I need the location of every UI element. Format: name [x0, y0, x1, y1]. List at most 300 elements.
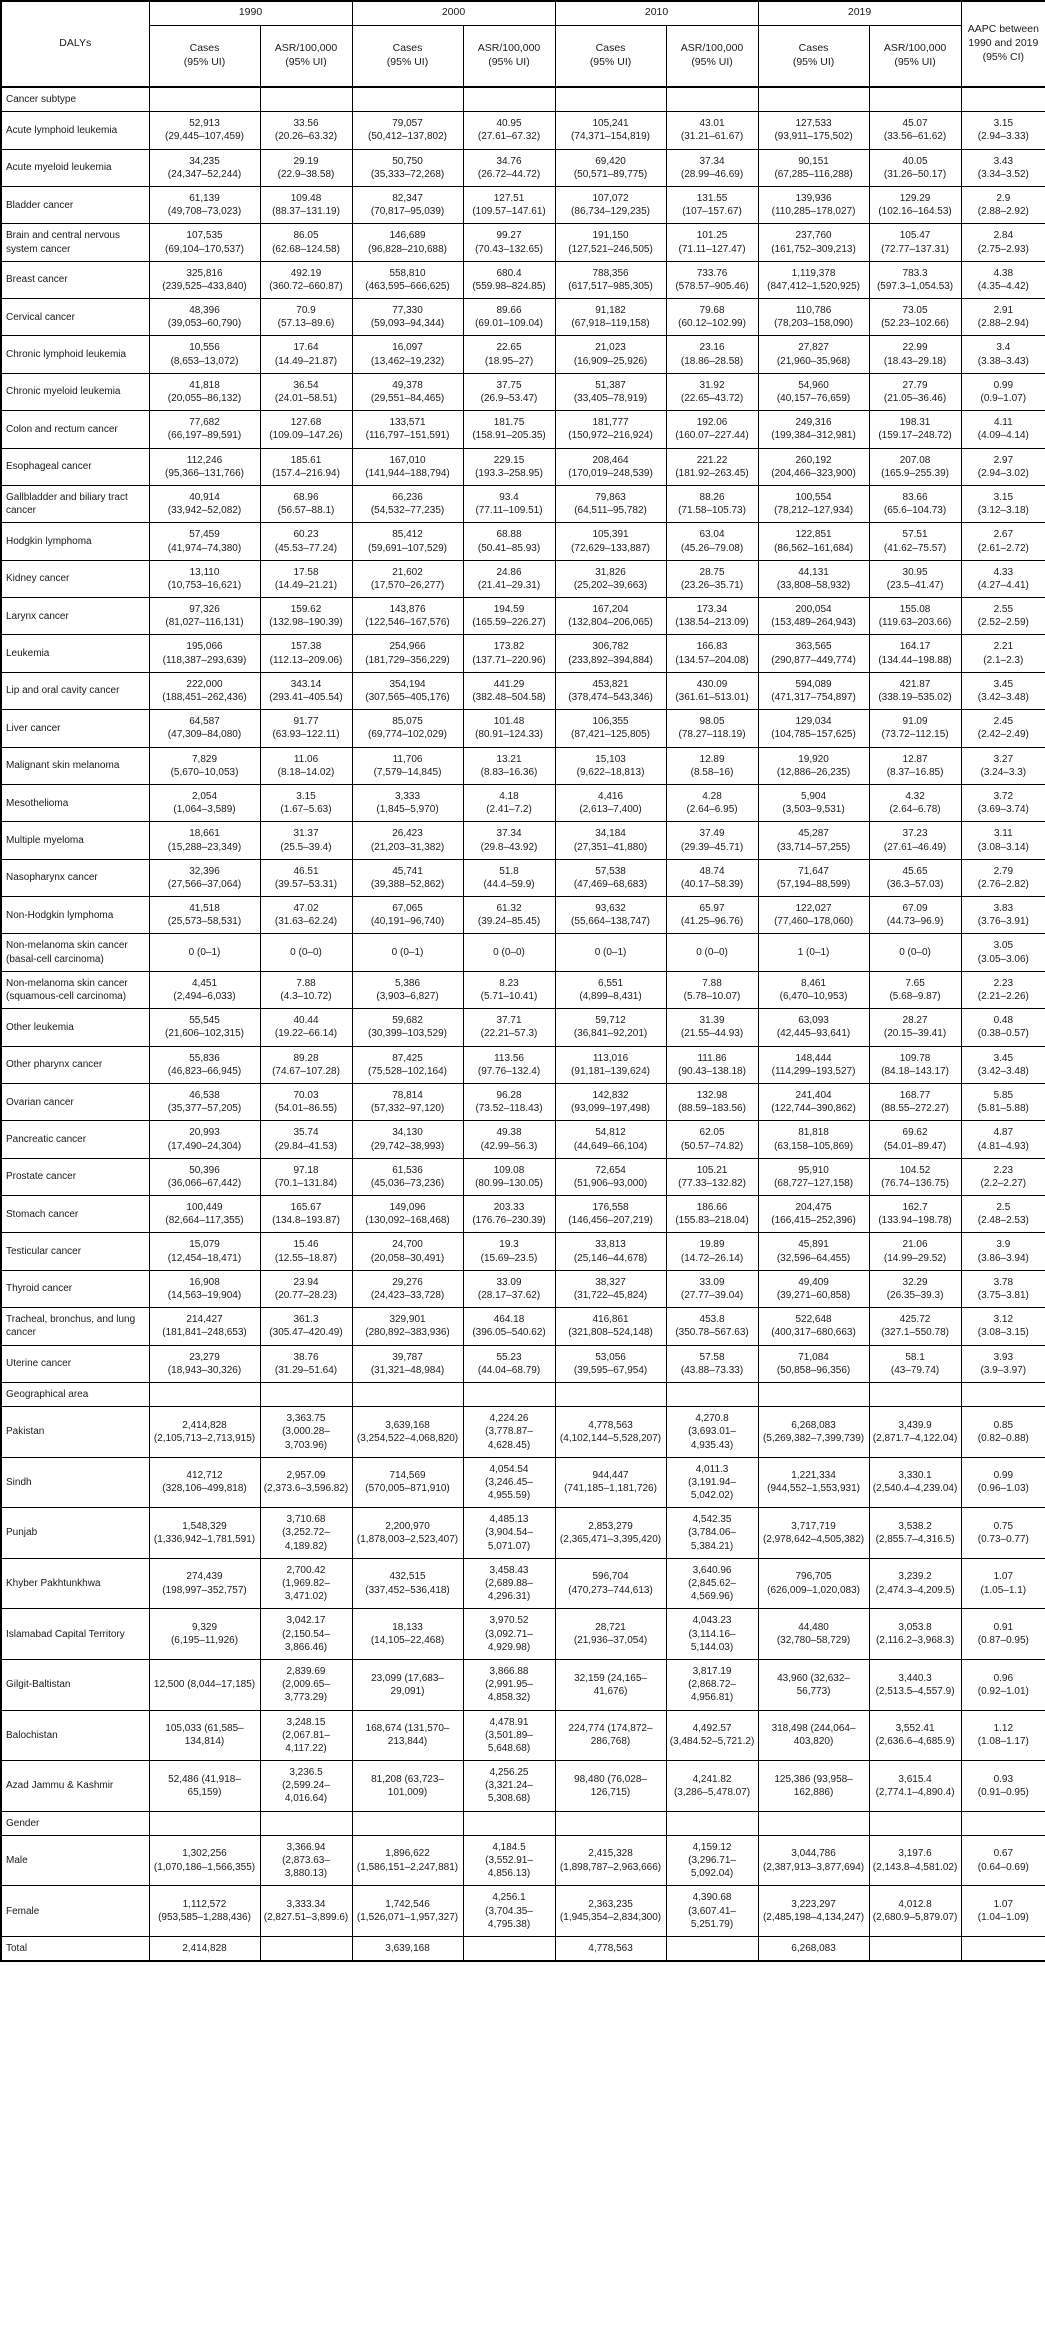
data-cell: 129,034 (104,785–157,625): [758, 710, 869, 747]
empty-cell: [869, 1382, 961, 1406]
data-cell: 52,913 (29,445–107,459): [149, 112, 260, 149]
table-row: [1, 448, 1045, 485]
table-row: [1, 1407, 1045, 1458]
data-cell: 2.55 (2.52–2.59): [961, 598, 1045, 635]
data-cell: 100,554 (78,212–127,934): [758, 485, 869, 522]
data-cell: 3,458.43 (2,689.88–4,296.31): [463, 1558, 555, 1609]
data-cell: 0 (0–0): [260, 934, 352, 971]
data-cell: 3,639,168: [352, 1936, 463, 1961]
data-cell: 52,486 (41,918–65,159): [149, 1761, 260, 1812]
data-cell: 105,033 (61,585–134,814): [149, 1710, 260, 1761]
data-cell: 11,706 (7,579–14,845): [352, 747, 463, 784]
empty-cell: [463, 1811, 555, 1835]
data-cell: 73.05 (52.23–102.66): [869, 299, 961, 336]
data-cell: 30.95 (23.5–41.47): [869, 560, 961, 597]
data-cell: [961, 1936, 1045, 1961]
data-cell: 61,536 (45,036–73,236): [352, 1158, 463, 1195]
table-row: [1, 186, 1045, 223]
data-cell: 122,027 (77,460–178,060): [758, 897, 869, 934]
table-row: [1, 411, 1045, 448]
data-cell: 4.87 (4.81–4.93): [961, 1121, 1045, 1158]
data-cell: 131.55 (107–157.67): [666, 186, 758, 223]
data-cell: 27,827 (21,960–35,968): [758, 336, 869, 373]
data-cell: 37.23 (27.61–46.49): [869, 822, 961, 859]
data-cell: 139,936 (110,285–178,027): [758, 186, 869, 223]
data-cell: 3.15 (2.94–3.33): [961, 112, 1045, 149]
data-cell: 3,440.3 (2,513.5–4,557.9): [869, 1659, 961, 1710]
table-row: [1, 971, 1045, 1008]
data-cell: 1.07 (1.04–1.09): [961, 1886, 1045, 1937]
data-cell: 19.89 (14.72–26.14): [666, 1233, 758, 1270]
data-cell: 783.3 (597.3–1,054.53): [869, 261, 961, 298]
data-cell: 1,302,256 (1,070,186–1,566,355): [149, 1835, 260, 1886]
data-cell: 91,182 (67,918–119,158): [555, 299, 666, 336]
data-cell: 3.15 (1.67–5.63): [260, 784, 352, 821]
data-cell: 0 (0–0): [869, 934, 961, 971]
empty-cell: [961, 1811, 1045, 1835]
data-cell: 241,404 (122,744–390,862): [758, 1083, 869, 1120]
empty-cell: [961, 1382, 1045, 1406]
data-cell: 2.45 (2.42–2.49): [961, 710, 1045, 747]
empty-cell: [149, 1811, 260, 1835]
data-cell: 363,565 (290,877–449,774): [758, 635, 869, 672]
data-cell: 89.66 (69.01–109.04): [463, 299, 555, 336]
data-cell: 2.97 (2.94–3.02): [961, 448, 1045, 485]
data-cell: 24,700 (20,058–30,491): [352, 1233, 463, 1270]
row-label: Brain and central nervous system cancer: [1, 224, 149, 261]
data-cell: 222,000 (188,451–262,436): [149, 672, 260, 709]
table-row: [1, 224, 1045, 261]
data-cell: 43.01 (31.21–61.67): [666, 112, 758, 149]
data-cell: 162.7 (133.94–198.78): [869, 1196, 961, 1233]
data-cell: 200,054 (153,489–264,943): [758, 598, 869, 635]
table-row: [1, 1009, 1045, 1046]
data-cell: 82,347 (70,817–95,039): [352, 186, 463, 223]
data-cell: 40,914 (33,942–52,082): [149, 485, 260, 522]
row-label: Liver cancer: [1, 710, 149, 747]
data-cell: 325,816 (239,525–433,840): [149, 261, 260, 298]
data-cell: 168,674 (131,570–213,844): [352, 1710, 463, 1761]
asr-header-1990: ASR/100,000 (95% UI): [260, 25, 352, 87]
data-cell: 214,427 (181,841–248,653): [149, 1308, 260, 1345]
empty-cell: [758, 87, 869, 112]
data-cell: 3,236.5 (2,599.24–4,016.64): [260, 1761, 352, 1812]
data-cell: 34.76 (26.72–44.72): [463, 149, 555, 186]
row-label: Total: [1, 1936, 149, 1961]
data-cell: 33.09 (27.77–39.04): [666, 1270, 758, 1307]
data-cell: 4,478.91 (3,501.89–5,648.68): [463, 1710, 555, 1761]
data-cell: 1.07 (1.05–1.1): [961, 1558, 1045, 1609]
data-cell: 4,224.26 (3,778.87–4,628.45): [463, 1407, 555, 1458]
data-cell: 185.61 (157.4–216.94): [260, 448, 352, 485]
data-cell: 453.8 (350.78–567.63): [666, 1308, 758, 1345]
data-cell: 72,654 (51,906–93,000): [555, 1158, 666, 1195]
data-cell: 142,832 (93,099–197,498): [555, 1083, 666, 1120]
data-cell: 57,459 (41,974–74,380): [149, 523, 260, 560]
table-row: [1, 1046, 1045, 1083]
data-cell: 3.78 (3.75–3.81): [961, 1270, 1045, 1307]
data-cell: 113,016 (91,181–139,624): [555, 1046, 666, 1083]
data-cell: 224,774 (174,872–286,768): [555, 1710, 666, 1761]
data-cell: 77,682 (66,197–89,591): [149, 411, 260, 448]
data-cell: 3.83 (3.76–3.91): [961, 897, 1045, 934]
empty-cell: [352, 87, 463, 112]
data-cell: 0 (0–0): [463, 934, 555, 971]
data-cell: 44,480 (32,780–58,729): [758, 1609, 869, 1660]
data-cell: 107,535 (69,104–170,537): [149, 224, 260, 261]
empty-cell: [666, 87, 758, 112]
table-row: [1, 336, 1045, 373]
data-cell: 4,241.82 (3,286–5,478.07): [666, 1761, 758, 1812]
data-cell: 55,545 (21,606–102,315): [149, 1009, 260, 1046]
data-cell: 127.68 (109.09–147.26): [260, 411, 352, 448]
aapc-header: AAPC between 1990 and 2019 (95% CI): [961, 1, 1045, 87]
data-cell: 17.58 (14.49–21.21): [260, 560, 352, 597]
data-cell: 4,043.23 (3,114.16–5,144.03): [666, 1609, 758, 1660]
data-cell: 3,333.34 (2,827.51–3,899.6): [260, 1886, 352, 1937]
data-cell: 4,451 (2,494–6,033): [149, 971, 260, 1008]
row-label: Chronic myeloid leukemia: [1, 373, 149, 410]
data-cell: 3,197.6 (2,143.8–4,581.02): [869, 1835, 961, 1886]
data-cell: 38.76 (31.29–51.64): [260, 1345, 352, 1382]
data-cell: 50,750 (35,333–72,268): [352, 149, 463, 186]
table-row: [1, 1659, 1045, 1710]
data-cell: 23.16 (18.86–28.58): [666, 336, 758, 373]
data-cell: 788,356 (617,517–985,305): [555, 261, 666, 298]
data-cell: 4.32 (2.64–6.78): [869, 784, 961, 821]
data-cell: 23.94 (20.77–28.23): [260, 1270, 352, 1307]
data-cell: 1.12 (1.08–1.17): [961, 1710, 1045, 1761]
section-label: Geographical area: [1, 1382, 149, 1406]
row-label: Ovarian cancer: [1, 1083, 149, 1120]
row-label: Punjab: [1, 1508, 149, 1559]
data-cell: 181,777 (150,972–216,924): [555, 411, 666, 448]
data-cell: 558,810 (463,595–666,625): [352, 261, 463, 298]
data-cell: 522,648 (400,317–680,663): [758, 1308, 869, 1345]
data-cell: 89.28 (74.67–107.28): [260, 1046, 352, 1083]
data-cell: 421.87 (338.19–535.02): [869, 672, 961, 709]
asr-header-2010: ASR/100,000 (95% UI): [666, 25, 758, 87]
data-cell: 0.91 (0.87–0.95): [961, 1609, 1045, 1660]
data-cell: 37.49 (29.39–45.71): [666, 822, 758, 859]
data-cell: 48.74 (40.17–58.39): [666, 859, 758, 896]
data-cell: 2.23 (2.21–2.26): [961, 971, 1045, 1008]
data-cell: 3,330.1 (2,540.4–4,239.04): [869, 1457, 961, 1508]
data-cell: 7.88 (4.3–10.72): [260, 971, 352, 1008]
data-cell: 97.18 (70.1–131.84): [260, 1158, 352, 1195]
row-label: Lip and oral cavity cancer: [1, 672, 149, 709]
data-cell: 203.33 (176.76–230.39): [463, 1196, 555, 1233]
empty-cell: [961, 87, 1045, 112]
data-cell: 208,464 (170,019–248,539): [555, 448, 666, 485]
data-cell: 109.78 (84.18–143.17): [869, 1046, 961, 1083]
empty-cell: [555, 1382, 666, 1406]
empty-cell: [758, 1382, 869, 1406]
data-cell: 55.23 (44.04–68.79): [463, 1345, 555, 1382]
data-cell: 21,602 (17,570–26,277): [352, 560, 463, 597]
data-cell: 2,957.09 (2,373.6–3,596.82): [260, 1457, 352, 1508]
data-cell: 29,276 (24,423–33,728): [352, 1270, 463, 1307]
data-cell: 4,011.3 (3,191.94–5,042.02): [666, 1457, 758, 1508]
data-cell: 45,287 (33,714–57,255): [758, 822, 869, 859]
total-row: [1, 1936, 1045, 1961]
data-cell: 6,268,083 (5,269,382–7,399,739): [758, 1407, 869, 1458]
table-row: [1, 485, 1045, 522]
asr-header-2000: ASR/100,000 (95% UI): [463, 25, 555, 87]
data-cell: 111.86 (90.43–138.18): [666, 1046, 758, 1083]
row-label: Hodgkin lymphoma: [1, 523, 149, 560]
data-cell: 4,159.12 (3,296.71–5,092.04): [666, 1835, 758, 1886]
table-row: [1, 1508, 1045, 1559]
data-cell: 48,396 (39,053–60,790): [149, 299, 260, 336]
data-cell: 113.56 (97.76–132.4): [463, 1046, 555, 1083]
data-cell: 41,818 (20,055–86,132): [149, 373, 260, 410]
empty-cell: [869, 87, 961, 112]
cases-header-2010: Cases (95% UI): [555, 25, 666, 87]
data-cell: 26,423 (21,203–31,382): [352, 822, 463, 859]
data-cell: 167,010 (141,944–188,794): [352, 448, 463, 485]
data-cell: 101.48 (80.91–124.33): [463, 710, 555, 747]
data-cell: 194.59 (165.59–226.27): [463, 598, 555, 635]
data-cell: 40.05 (31.26–50.17): [869, 149, 961, 186]
row-label: Uterine cancer: [1, 1345, 149, 1382]
cases-header-1990: Cases (95% UI): [149, 25, 260, 87]
data-cell: 58.1 (43–79.74): [869, 1345, 961, 1382]
table-row: [1, 299, 1045, 336]
data-cell: 3.72 (3.69–3.74): [961, 784, 1045, 821]
row-label: Non-melanoma skin cancer (squamous-cell carcinoma): [1, 971, 149, 1008]
data-cell: 2,414,828: [149, 1936, 260, 1961]
data-cell: 4,256.1 (3,704.35–4,795.38): [463, 1886, 555, 1937]
data-cell: 3.11 (3.08–3.14): [961, 822, 1045, 859]
data-cell: 49.38 (42.99–56.3): [463, 1121, 555, 1158]
data-cell: 1,221,334 (944,552–1,553,931): [758, 1457, 869, 1508]
data-cell: 39,787 (31,321–48,984): [352, 1345, 463, 1382]
data-cell: 78,814 (57,332–97,120): [352, 1083, 463, 1120]
data-cell: 37.34 (29.8–43.92): [463, 822, 555, 859]
row-label: Nasopharynx cancer: [1, 859, 149, 896]
row-label: Bladder cancer: [1, 186, 149, 223]
data-cell: 91.09 (73.72–112.15): [869, 710, 961, 747]
data-cell: 122,851 (86,562–161,684): [758, 523, 869, 560]
data-cell: 3,333 (1,845–5,970): [352, 784, 463, 821]
data-cell: 45,891 (32,596–64,455): [758, 1233, 869, 1270]
data-cell: 1,742,546 (1,526,071–1,957,327): [352, 1886, 463, 1937]
data-cell: 33.56 (20.26–63.32): [260, 112, 352, 149]
data-cell: 7.65 (5.68–9.87): [869, 971, 961, 1008]
data-cell: 51.8 (44.4–59.9): [463, 859, 555, 896]
row-label: Acute lymphoid leukemia: [1, 112, 149, 149]
data-cell: 35.74 (29.84–41.53): [260, 1121, 352, 1158]
data-cell: 4,778,563 (4,102,144–5,528,207): [555, 1407, 666, 1458]
row-label: Leukemia: [1, 635, 149, 672]
data-cell: 19,920 (12,886–26,235): [758, 747, 869, 784]
data-cell: 0.96 (0.92–1.01): [961, 1659, 1045, 1710]
table-row: [1, 859, 1045, 896]
table-row: [1, 1761, 1045, 1812]
data-cell: 69.62 (54.01–89.47): [869, 1121, 961, 1158]
empty-cell: [758, 1811, 869, 1835]
data-cell: 19.3 (15.69–23.5): [463, 1233, 555, 1270]
data-cell: 41,518 (25,573–58,531): [149, 897, 260, 934]
data-cell: 101.25 (71.11–127.47): [666, 224, 758, 261]
section-header-row: [1, 87, 1045, 112]
data-cell: 176,558 (146,456–207,219): [555, 1196, 666, 1233]
data-cell: 46,538 (35,377–57,205): [149, 1083, 260, 1120]
data-cell: 18,661 (15,288–23,349): [149, 822, 260, 859]
data-cell: 70.9 (57.13–89.6): [260, 299, 352, 336]
table-row: [1, 1121, 1045, 1158]
row-label: Non-Hodgkin lymphoma: [1, 897, 149, 934]
data-cell: 166.83 (134.57–204.08): [666, 635, 758, 672]
table-row: [1, 560, 1045, 597]
data-cell: 412,712 (328,106–499,818): [149, 1457, 260, 1508]
data-cell: 57.58 (43.88–73.33): [666, 1345, 758, 1382]
data-cell: 3,717,719 (2,978,642–4,505,382): [758, 1508, 869, 1559]
year-header-2019: 2019: [758, 1, 961, 25]
data-cell: 71,647 (57,194–88,599): [758, 859, 869, 896]
data-cell: 0.75 (0.73–0.77): [961, 1508, 1045, 1559]
table-row: [1, 1233, 1045, 1270]
row-label: Male: [1, 1835, 149, 1886]
data-cell: 112,246 (95,366–131,766): [149, 448, 260, 485]
row-label: Colon and rectum cancer: [1, 411, 149, 448]
data-cell: 0 (0–0): [666, 934, 758, 971]
data-cell: 15,079 (12,454–18,471): [149, 1233, 260, 1270]
data-cell: 60.23 (45.53–77.24): [260, 523, 352, 560]
row-label: Gilgit-Baltistan: [1, 1659, 149, 1710]
data-cell: 0.67 (0.64–0.69): [961, 1835, 1045, 1886]
data-cell: 159.62 (132.98–190.39): [260, 598, 352, 635]
data-cell: 944,447 (741,185–1,181,726): [555, 1457, 666, 1508]
data-cell: 3,044,786 (2,387,913–3,877,694): [758, 1835, 869, 1886]
data-cell: [666, 1936, 758, 1961]
cases-header-2000: Cases (95% UI): [352, 25, 463, 87]
data-cell: 43,960 (32,632–56,773): [758, 1659, 869, 1710]
data-cell: 3,223,297 (2,485,198–4,134,247): [758, 1886, 869, 1937]
data-cell: 4,416 (2,613–7,400): [555, 784, 666, 821]
data-cell: 4.28 (2.64–6.95): [666, 784, 758, 821]
data-cell: 173.82 (137.71–220.96): [463, 635, 555, 672]
data-cell: 40.44 (19.22–66.14): [260, 1009, 352, 1046]
data-cell: 86.05 (62.68–124.58): [260, 224, 352, 261]
data-cell: 15.46 (12.55–18.87): [260, 1233, 352, 1270]
data-cell: 105,241 (74,371–154,819): [555, 112, 666, 149]
data-cell: 2.79 (2.76–2.82): [961, 859, 1045, 896]
data-cell: 36.54 (24.01–58.51): [260, 373, 352, 410]
data-cell: 492.19 (360.72–660.87): [260, 261, 352, 298]
data-cell: 3.93 (3.9–3.97): [961, 1345, 1045, 1382]
data-cell: 3,615.4 (2,774.1–4,890.4): [869, 1761, 961, 1812]
table-row: [1, 598, 1045, 635]
data-cell: 32,159 (24,165–41,676): [555, 1659, 666, 1710]
data-cell: 4,270.8 (3,693.01–4,935.43): [666, 1407, 758, 1458]
data-cell: 1,548,329 (1,336,942–1,781,591): [149, 1508, 260, 1559]
data-cell: 95,910 (68,727–127,158): [758, 1158, 869, 1195]
data-cell: 49,378 (29,551–84,465): [352, 373, 463, 410]
data-cell: 453,821 (378,474–543,346): [555, 672, 666, 709]
data-cell: 64,587 (47,309–84,080): [149, 710, 260, 747]
data-cell: 3,366.94 (2,873.63–3,880.13): [260, 1835, 352, 1886]
data-cell: 4.33 (4.27–4.41): [961, 560, 1045, 597]
data-cell: 7.88 (5.78–10.07): [666, 971, 758, 1008]
data-cell: 2.67 (2.61–2.72): [961, 523, 1045, 560]
table-header: [1, 1, 1045, 87]
data-cell: 796,705 (626,009–1,020,083): [758, 1558, 869, 1609]
data-cell: 23,099 (17,683–29,091): [352, 1659, 463, 1710]
data-cell: 2.21 (2.1–2.3): [961, 635, 1045, 672]
data-cell: 59,712 (36,841–92,201): [555, 1009, 666, 1046]
data-cell: 430.09 (361.61–513.01): [666, 672, 758, 709]
row-label: Multiple myeloma: [1, 822, 149, 859]
data-cell: 33.09 (28.17–37.62): [463, 1270, 555, 1307]
data-cell: 12,500 (8,044–17,185): [149, 1659, 260, 1710]
data-cell: 96.28 (73.52–118.43): [463, 1083, 555, 1120]
data-cell: 7,829 (5,670–10,053): [149, 747, 260, 784]
data-cell: 104.52 (76.74–136.75): [869, 1158, 961, 1195]
row-label: Khyber Pakhtunkhwa: [1, 1558, 149, 1609]
data-cell: 28.75 (23.26–35.71): [666, 560, 758, 597]
data-cell: 16,097 (13,462–19,232): [352, 336, 463, 373]
data-cell: 68.88 (50.41–85.93): [463, 523, 555, 560]
data-cell: 3,439.9 (2,871.7–4,122.04): [869, 1407, 961, 1458]
data-cell: 2,700.42 (1,969.82–3,471.02): [260, 1558, 352, 1609]
data-cell: 85,075 (69,774–102,029): [352, 710, 463, 747]
data-cell: 98,480 (76,028–126,715): [555, 1761, 666, 1812]
table-row: [1, 523, 1045, 560]
empty-cell: [352, 1382, 463, 1406]
data-cell: 432,515 (337,452–536,418): [352, 1558, 463, 1609]
data-cell: 81,818 (63,158–105,869): [758, 1121, 869, 1158]
data-cell: 40.95 (27.61–67.32): [463, 112, 555, 149]
table-row: [1, 112, 1045, 149]
data-cell: 61,139 (49,708–73,023): [149, 186, 260, 223]
data-cell: 260,192 (204,466–323,900): [758, 448, 869, 485]
data-cell: 1 (0–1): [758, 934, 869, 971]
row-label: Breast cancer: [1, 261, 149, 298]
data-cell: 99.27 (70.43–132.65): [463, 224, 555, 261]
empty-cell: [555, 87, 666, 112]
data-cell: 50,396 (36,066–67,442): [149, 1158, 260, 1195]
data-cell: 66,236 (54,532–77,235): [352, 485, 463, 522]
data-cell: 0.48 (0.38–0.57): [961, 1009, 1045, 1046]
data-cell: 5,386 (3,903–6,827): [352, 971, 463, 1008]
data-cell: 5.85 (5.81–5.88): [961, 1083, 1045, 1120]
table-row: [1, 1083, 1045, 1120]
section-header-row: [1, 1811, 1045, 1835]
year-header-1990: 1990: [149, 1, 352, 25]
data-cell: 31.37 (25.5–39.4): [260, 822, 352, 859]
data-cell: 51,387 (33,405–78,919): [555, 373, 666, 410]
data-cell: 87,425 (75,528–102,164): [352, 1046, 463, 1083]
empty-cell: [260, 1382, 352, 1406]
data-cell: 4,054.54 (3,246.45–4,955.59): [463, 1457, 555, 1508]
row-label: Balochistan: [1, 1710, 149, 1761]
data-cell: 164.17 (134.44–198.88): [869, 635, 961, 672]
row-label: Acute myeloid leukemia: [1, 149, 149, 186]
data-cell: 680.4 (559.98–824.85): [463, 261, 555, 298]
data-cell: 4,542.35 (3,784.06–5,384.21): [666, 1508, 758, 1559]
row-label: Esophageal cancer: [1, 448, 149, 485]
data-cell: 3,248.15 (2,067.81–4,117.22): [260, 1710, 352, 1761]
data-cell: 155.08 (119.63–203.66): [869, 598, 961, 635]
data-cell: 2,415,328 (1,898,787–2,963,666): [555, 1835, 666, 1886]
data-cell: 81,208 (63,723–101,009): [352, 1761, 463, 1812]
data-cell: 37.34 (28.99–46.69): [666, 149, 758, 186]
table-body: [1, 87, 1045, 1961]
data-cell: 55,836 (46,823–66,945): [149, 1046, 260, 1083]
data-cell: 149,096 (130,092–168,468): [352, 1196, 463, 1233]
